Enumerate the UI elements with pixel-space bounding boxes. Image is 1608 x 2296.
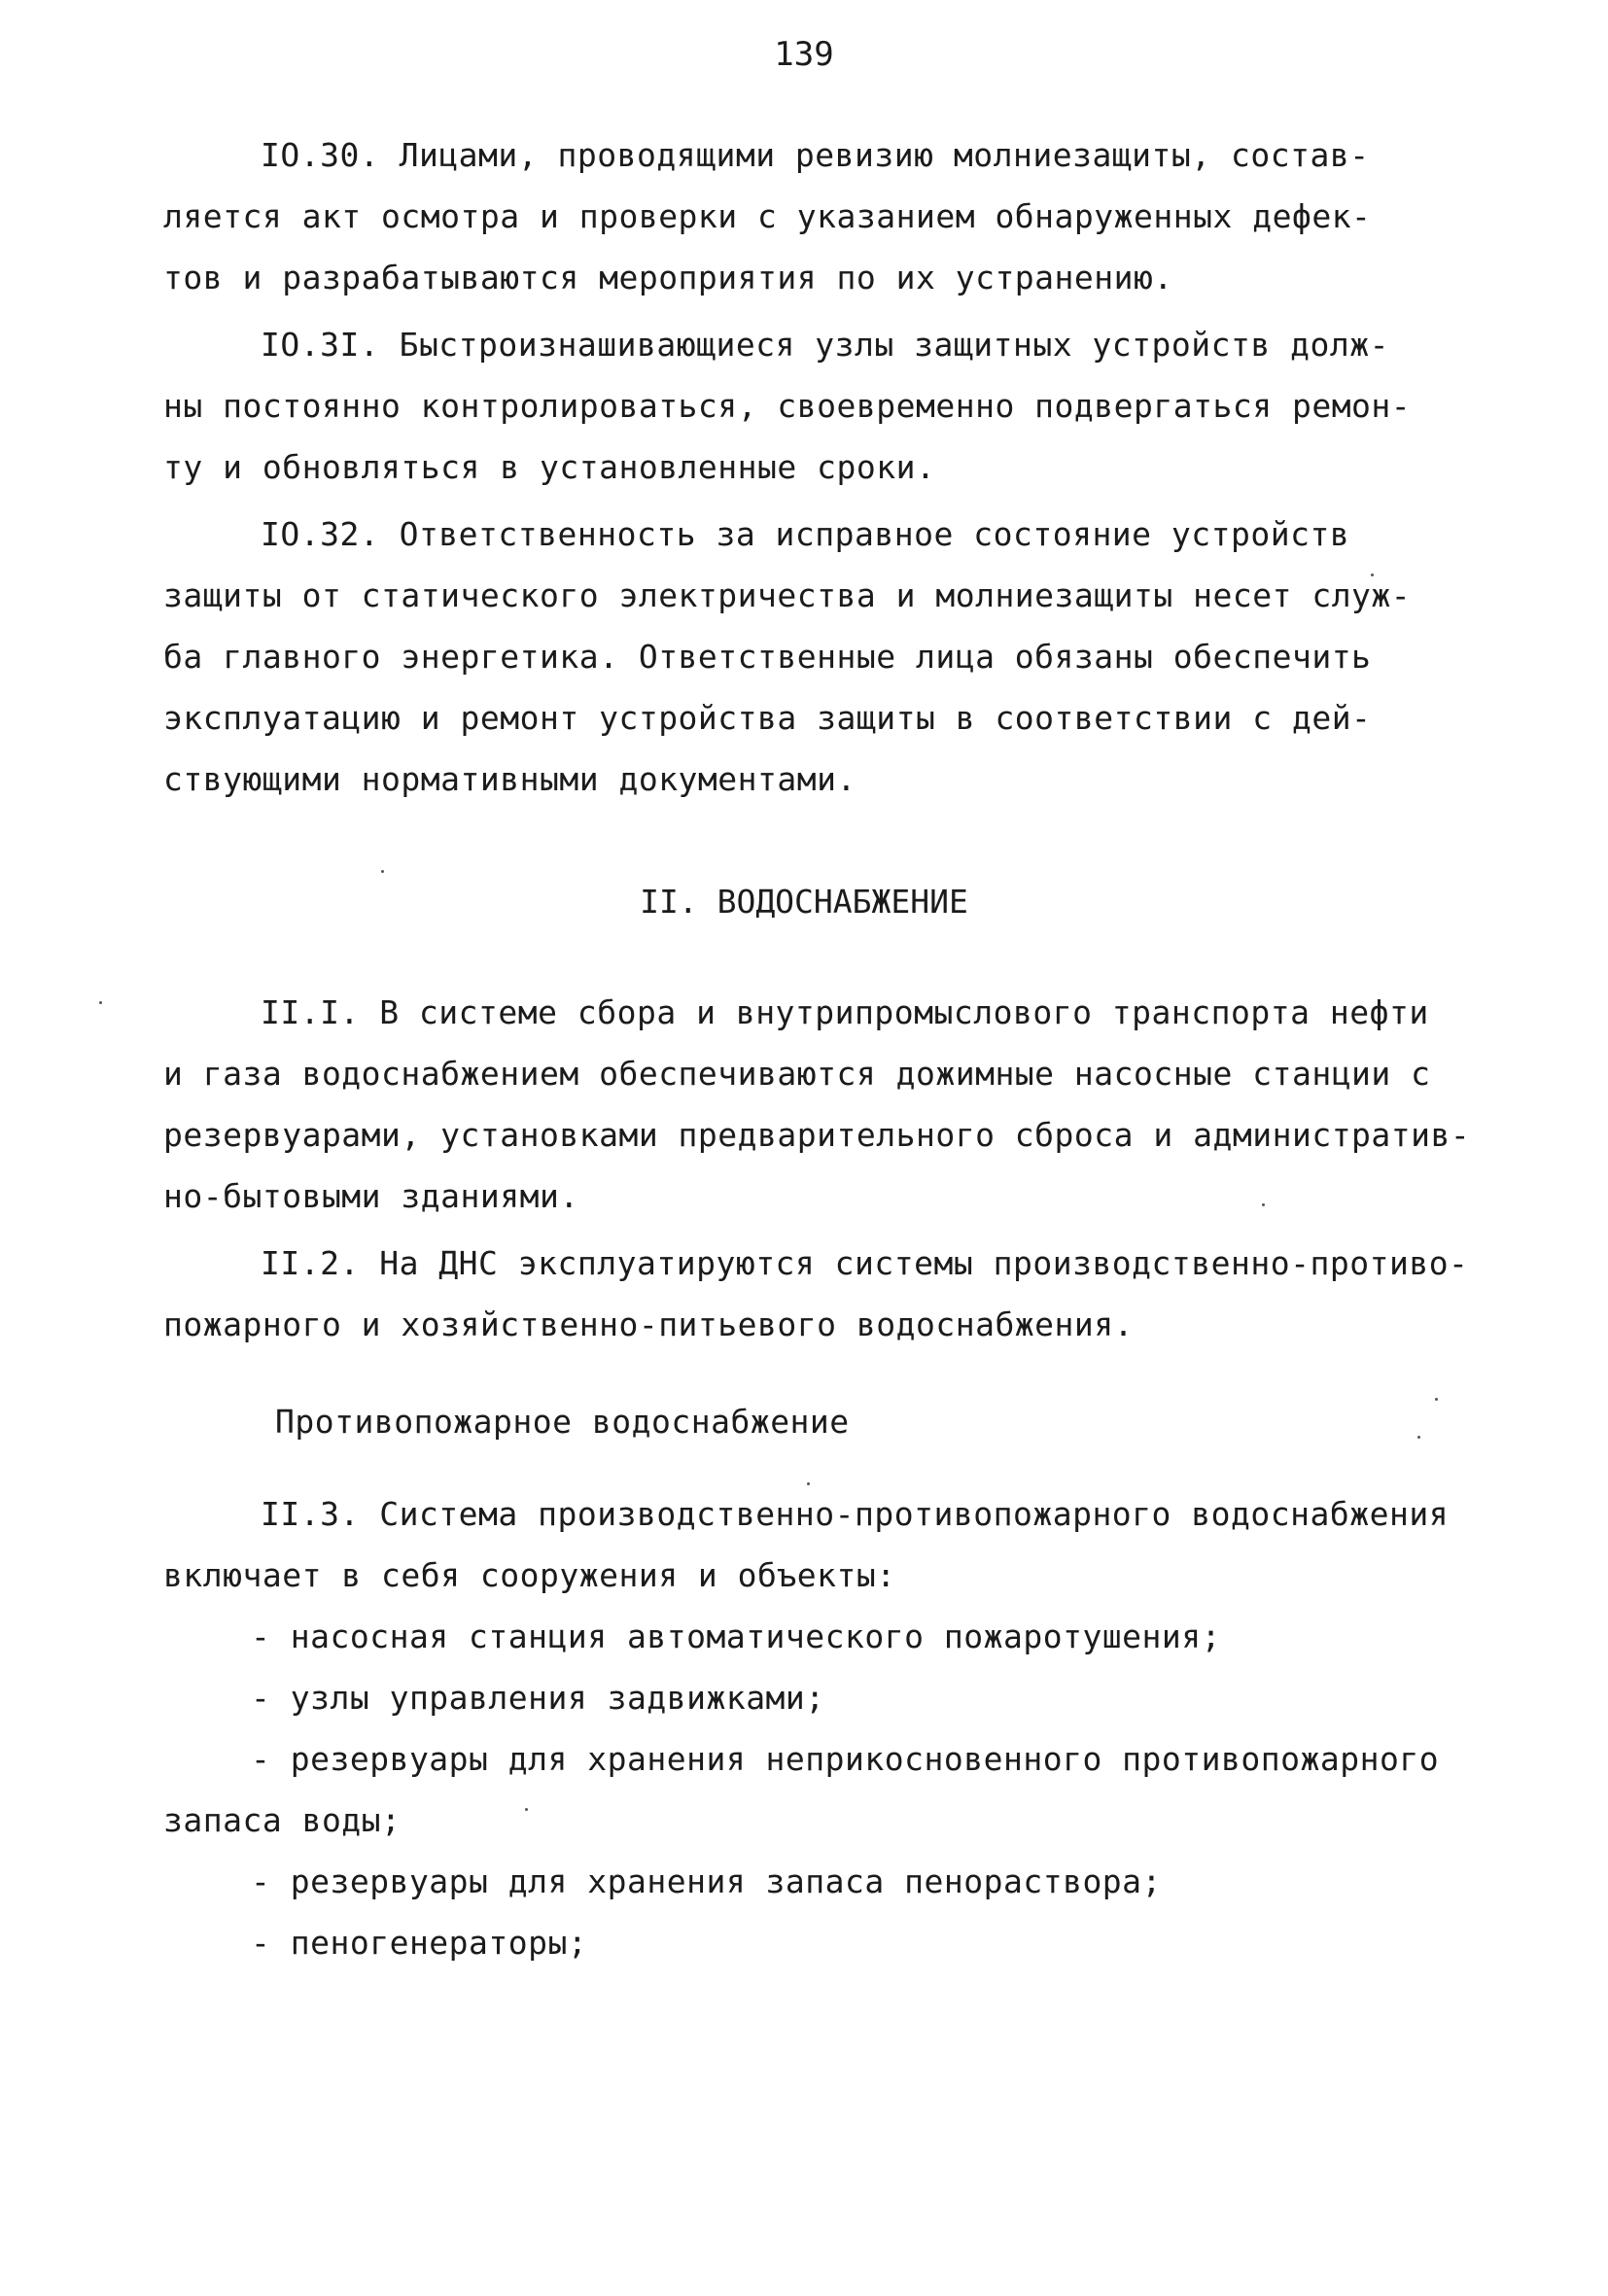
paragraph-11-1-line: II.I. В системе сбора и внутрипромыслового транспорта нефти (261, 993, 1429, 1031)
subheading: Противопожарное водоснабжение (275, 1403, 850, 1441)
paragraph-11-2-line: пожарного и хозяйственно-питьевого водоснабжения. (163, 1305, 1135, 1343)
paragraph-10-31-line: ны постоянно контролироваться, своевременно подвергаться ремон- (163, 387, 1412, 425)
paragraph-10-30-line: ляется акт осмотра и проверки с указанием обнаруженных дефек- (163, 197, 1372, 235)
list-item-continuation: запаса воды; (163, 1801, 402, 1839)
scan-speck (381, 870, 384, 873)
paragraph-10-32-line: эксплуатацию и ремонт устройства защиты в соответствии с дей- (163, 699, 1372, 737)
scan-speck (99, 1001, 102, 1004)
paragraph-10-32-line: ствующими нормативными документами. (163, 760, 856, 798)
paragraph-11-1-line: и газа водоснабжением обеспечиваются дожимные насосные станции с (163, 1055, 1431, 1093)
list-item: - резервуары для хранения неприкосновенного противопожарного (251, 1740, 1440, 1778)
scan-speck (525, 1808, 528, 1811)
scan-speck (1435, 1398, 1438, 1401)
paragraph-11-1-line: резервуарами, установками предварительного сброса и административ- (163, 1116, 1471, 1154)
paragraph-10-32-line: защиты от статического электричества и молниезащиты несет служ- (163, 576, 1412, 614)
paragraph-11-2-line: II.2. На ДНС эксплуатируются системы производственно-противо- (261, 1244, 1469, 1282)
paragraph-10-30-line: IO.30. Лицами, проводящими ревизию молниезащиты, состав- (261, 136, 1370, 174)
paragraph-10-32-line: ба главного энергетика. Ответственные лица обязаны обеспечить (163, 638, 1372, 676)
paragraph-11-3-line: II.3. Система производственно-противопожарного водоснабжения (261, 1495, 1450, 1533)
list-item: - узлы управления задвижками; (251, 1679, 825, 1717)
paragraph-10-32-line: IO.32. Ответственность за исправное состояние устройств (261, 515, 1350, 553)
paragraph-11-1-line: но-бытовыми зданиями. (163, 1177, 579, 1215)
scan-speck (1417, 1436, 1420, 1439)
list-item: - пеногенераторы; (251, 1924, 588, 1962)
paragraph-10-31-line: IO.3I. Быстроизнашивающиеся узлы защитных устройств долж- (261, 326, 1389, 364)
scan-speck (807, 1482, 810, 1485)
page-number: 139 (774, 35, 834, 74)
paragraph-10-31-line: ту и обновляться в установленные сроки. (163, 448, 936, 486)
paragraph-10-30-line: тов и разрабатываются мероприятия по их устранению. (163, 259, 1173, 296)
scan-speck (1262, 1203, 1265, 1206)
list-item: - резервуары для хранения запаса пенораствора; (251, 1862, 1162, 1900)
list-item: - насосная станция автоматического пожаротушения; (251, 1618, 1222, 1655)
paragraph-11-3-line: включает в себя сооружения и объекты: (163, 1556, 896, 1594)
scan-speck (1371, 574, 1374, 576)
section-heading: II. ВОДОСНАБЖЕНИЕ (640, 883, 968, 921)
